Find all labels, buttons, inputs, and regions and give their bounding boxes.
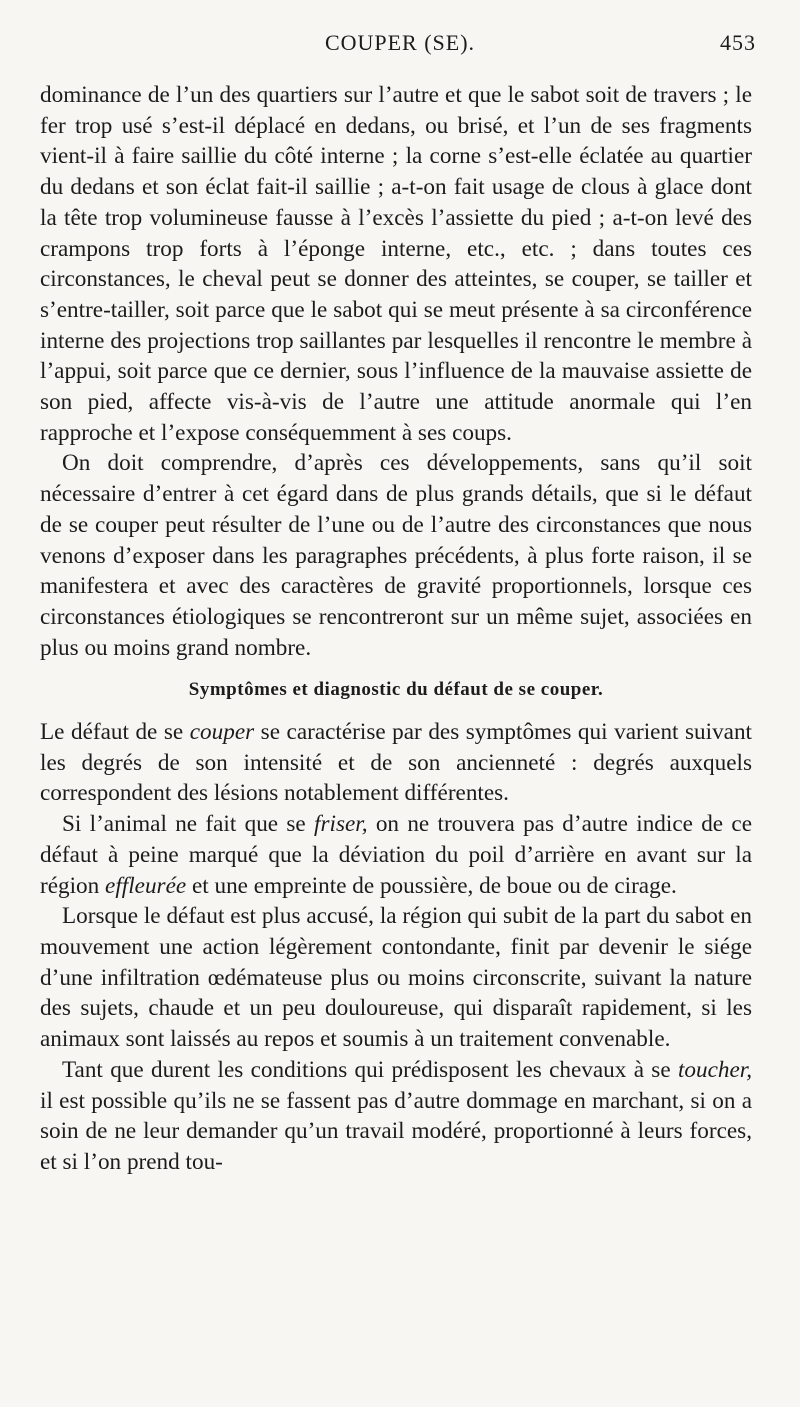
paragraph-4 — [40, 809, 752, 901]
page-body — [40, 80, 752, 1178]
paragraph-3-text-a: Le défaut de se — [40, 719, 190, 746]
paragraph-5: Lorsque le défaut est plus accusé, la région qui subit de la part du sabot en mouvement une action légèrement contondante, finit par devenir le siége d’une infiltration œdémateuse plus ou moins circonscrite, suivant la nature des sujets, chaude et un peu douloureuse, qui disparaît rapidement, si les animaux sont laissés au repos et soumis à un traitement convenable. — [40, 903, 752, 1053]
paragraph-3 — [40, 717, 752, 809]
paragraph-4-text-c: et une empreinte de poussière, de boue ou de cirage. — [186, 872, 677, 899]
running-head-title: COUPER (SE). — [324, 30, 476, 55]
paragraph-6-text-a: Tant que durent les conditions qui prédisposent les chevaux à se — [62, 1056, 678, 1083]
paragraph-4-text-b: on ne trouvera pas d’autre indice de ce défaut à peine marqué que la déviation du poil d’arrière en avant sur la région — [40, 811, 752, 899]
paragraph-4-text-a: Si l’animal ne fait que se — [62, 811, 315, 838]
page-number: 453 — [720, 30, 756, 55]
section-heading: Symptômes et diagnostic du défaut de se couper. — [188, 679, 604, 701]
paragraph-2: On doit comprendre, d’après ces développements, sans qu’il soit nécessaire d’entrer à cet égard dans de plus grands détails, que si le défaut de se couper peut résulter de l’une ou de l’autre des circonstances que nous venons d’exposer dans les paragraphes précédents, à plus forte raison, il se manifestera et avec des caractères de gravité proportionnels, lorsque ces circonstances étiologiques se rencontreront sur un même sujet, associées en plus ou moins grand nombre. — [40, 450, 752, 661]
paragraph-3-italic: couper — [189, 719, 255, 746]
paragraph-1: dominance de l’un des quartiers sur l’autre et que le sabot soit de travers ; le fer trop usé s’est-il déplacé en dedans, ou brisé, et l’un de ses fragments vient-il à faire saillie du côté interne ; la corne s’est-elle éclatée au quartier du dedans et son éclat fait-il saillie ; a-t-on fait usage de clous à glace dont la tête trop volumineuse fausse à l’excès l’assiette du pied ; a-t-on levé des crampons trop forts à l’éponge interne, etc., etc. ; dans toutes ces circonstances, le cheval peut se donner des atteintes, se couper, se tailler et s’entre-tailler, soit parce que le sabot qui se meut présente à sa circonférence interne des projections trop saillantes par lesquelles il rencontre le membre à l’appui, soit parce que ce dernier, sous l’influence de la mauvaise assiette de son pied, affecte vis-à-vis de l’autre une attitude anormale qui l’en rapproche et l’expose conséquemment à ses coups. — [40, 82, 752, 446]
running-head — [0, 30, 800, 64]
paragraph-6-italic: toucher, — [677, 1056, 752, 1083]
paragraph-6-text-b: il est possible qu’ils ne se fassent pas d’autre dommage en marchant, si on a soin de ne leur demander qu’un travail modéré, proportionné à leurs forces, et si l’on prend tou- — [40, 1087, 752, 1175]
paragraph-3-text-b: se caractérise par des symptômes qui varient suivant les degrés de son intensité et de son ancienneté : degrés auxquels correspondent des lésions notablement différentes. — [40, 719, 752, 807]
paragraph-6 — [40, 1055, 752, 1178]
paragraph-4-italic-2: effleurée — [105, 872, 187, 899]
paragraph-4-italic-1: friser, — [314, 811, 368, 838]
